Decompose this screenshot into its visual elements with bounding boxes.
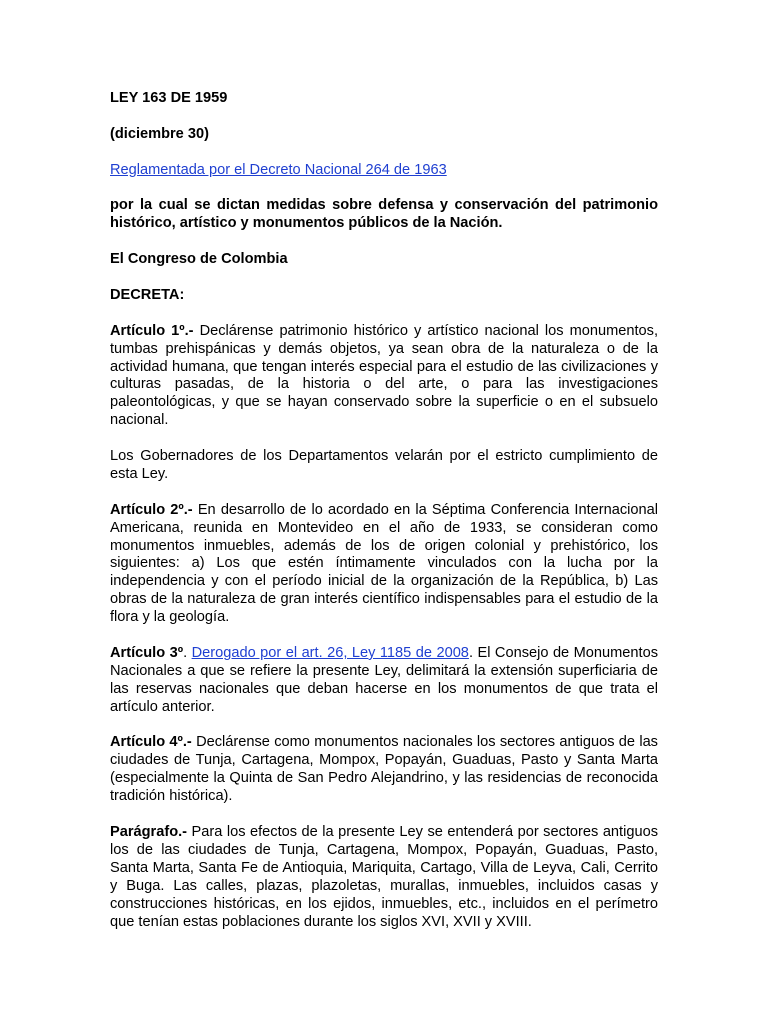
regulation-paragraph <box>110 162 658 180</box>
document-page <box>110 90 658 949</box>
article-4 <box>110 734 658 806</box>
article-3 <box>110 645 658 717</box>
decreta-heading: DECRETA: <box>110 286 185 303</box>
article-4-text: Declárense como monumentos nacionales los sectores antiguos de las ciudades de Tunja, Cartagena, Mompox, Popayán, Guaduas, Pasto y Santa Marta (especialmente la Quinta de San Pedro Alejandrino, y las residencias de reconocida tradición histórica). <box>110 734 658 805</box>
paragrafo <box>110 824 658 931</box>
article-1-label: Artículo 1º.- <box>110 322 194 339</box>
article-1-text: Declárense patrimonio histórico y artístico nacional los monumentos, tumbas prehispánicas y demás objetos, ya sean obra de la naturaleza o de la actividad humana, que tengan interés especial para el estudio de las civilizaciones y culturas pasadas, de la historia o del arte, o para las investigaciones paleontológicas, y que se hayan conservado sobre la superficie o en el subsuelo nacional. <box>110 322 658 429</box>
regulation-link[interactable]: Reglamentada por el Decreto Nacional 264 de 1963 <box>110 161 447 178</box>
article-3-period: . <box>183 644 192 661</box>
article-2-text: En desarrollo de lo acordado en la Séptima Conferencia Internacional Americana, reunida en Montevideo en el año de 1933, se consideran como monumentos inmuebles, además de los de origen colonial y prehistórico, los siguientes: a) Los que estén íntimamente vinculados con la lucha por la independencia y con el período inicial de la organización de la República, b) Las obras de la naturaleza de gran interés científico indispensables para el estudio de la flora y la geología. <box>110 501 658 626</box>
article-3-text: . El Consejo de Monumentos Nacionales a que se refiere la presente Ley, delimitará la extensión superficiaria de las reservas nacionales que deban hacerse en los monumentos de que trata el artículo anterior. <box>110 644 659 715</box>
governors-paragraph: Los Gobernadores de los Departamentos velarán por el estricto cumplimiento de esta Ley. <box>110 448 658 482</box>
article-2-label: Artículo 2º.- <box>110 501 193 518</box>
article-1 <box>110 323 658 430</box>
law-date: (diciembre 30) <box>110 125 209 142</box>
paragrafo-text: Para los efectos de la presente Ley se entenderá por sectores antiguos los de las ciudades de Tunja, Cartagena, Mompox, Popayán, Guaduas, Pasto, Santa Marta, Santa Fe de Antioquia, Mariquita, Cartago, Villa de Leyva, Cali, Cerrito y Buga. Las calles, plazas, plazoletas, murallas, inmuebles, incluidos casas y construcciones históricas, en los ejidos, inmuebles, etc., incluidos en el perímetro que tenían estas poblaciones durante los siglos XVI, XVII y XVIII. <box>110 823 658 930</box>
derogation-link[interactable]: Derogado por el art. 26, Ley 1185 de 2008 <box>191 644 469 661</box>
law-subject: por la cual se dictan medidas sobre defensa y conservación del patrimonio histórico, artístico y monumentos públicos de la Nación. <box>110 197 658 232</box>
paragrafo-label: Parágrafo.- <box>110 823 188 840</box>
article-4-label: Artículo 4º.- <box>110 734 192 751</box>
article-3-label: Artículo 3º <box>110 644 184 661</box>
law-title: LEY 163 DE 1959 <box>110 90 228 106</box>
article-2 <box>110 502 658 627</box>
congress-heading: El Congreso de Colombia <box>110 251 288 268</box>
